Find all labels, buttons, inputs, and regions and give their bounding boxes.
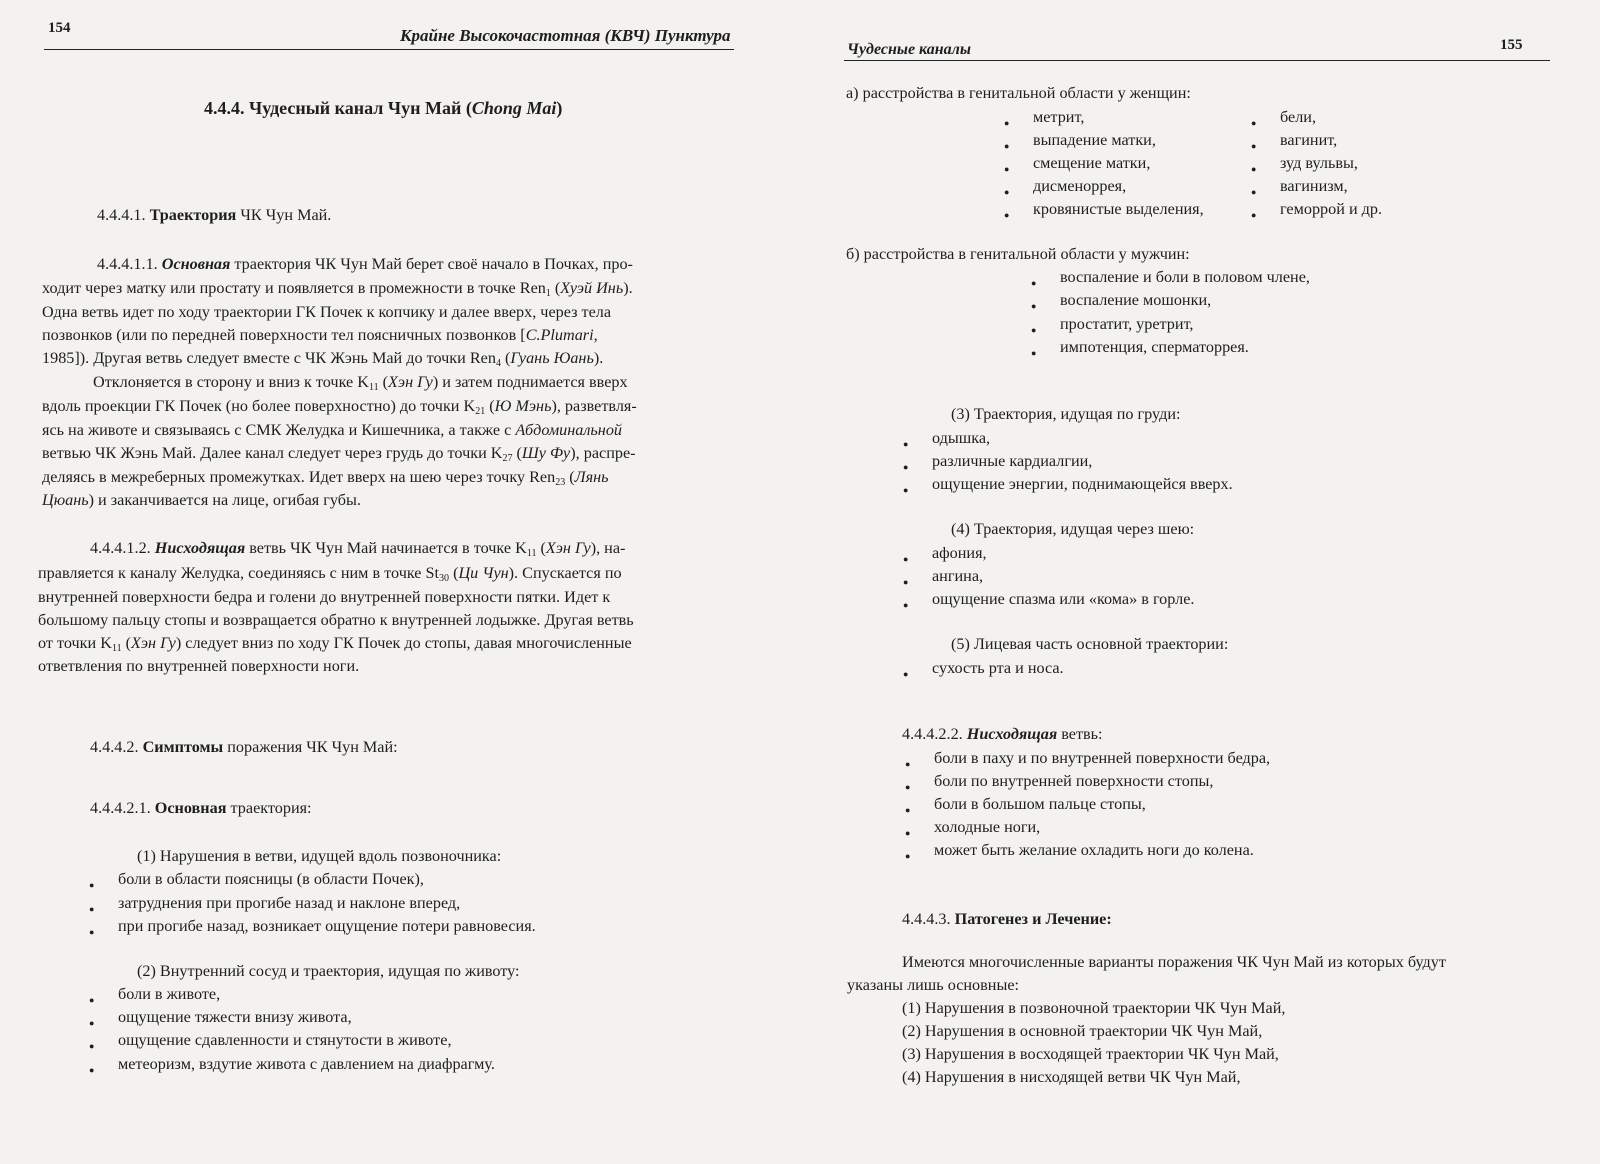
list-item: ● кровянистые выделения, (1033, 197, 1204, 221)
list-item: ● одышка, (932, 426, 990, 450)
list-item: ● дисменоррея, (1033, 174, 1126, 198)
list-heading: (1) Нарушения в ветви, идущей вдоль позвоночника: (137, 847, 502, 865)
paragraph-line: вдоль проекции ГК Почек (но более поверхностно) до точки $K_{21}$ (Ю Мэнь), разветвля- (42, 397, 637, 417)
paragraph-line: Отклоняется в сторону и вниз к точке $K_{11}$ (Хэн Гу) и затем поднимается вверх (93, 373, 628, 393)
list-item: ● выпадение матки, (1033, 128, 1156, 152)
list-item: ● простатит, уретрит, (1060, 312, 1193, 336)
paragraph-line: внутренней поверхности бедра и голени до внутренней поверхности пятки. Идет к (38, 588, 611, 606)
list-item: ● вагинизм, (1280, 174, 1348, 198)
section-heading-symptoms: 4.4.4.2. Симптомы поражения ЧК Чун Май: (90, 738, 398, 756)
list-item: (1) Нарушения в позвоночной траектории ЧК Чун Май, (902, 999, 1286, 1017)
paragraph-line: 4.4.4.1.2. Нисходящая ветвь ЧК Чун Май начинается в точке $K_{11}$ (Хэн Гу), на- (90, 539, 626, 559)
paragraph-line: Имеются многочисленные варианты поражения ЧК Чун Май из которых будут (902, 953, 1446, 971)
list-heading: (5) Лицевая часть основной траектории: (951, 635, 1229, 653)
list-item: ● воспаление мошонки, (1060, 288, 1211, 312)
list-item: ● ощущение тяжести внизу живота, (118, 1005, 352, 1029)
list-item: ● боли по внутренней поверхности стопы, (934, 769, 1213, 793)
running-header: Крайне Высокочастотная (КВЧ) Пунктура (400, 26, 731, 45)
list-item: ● боли в животе, (118, 982, 220, 1006)
paragraph-line: указаны лишь основные: (847, 976, 1020, 994)
list-item: ● ощущение спазма или «кома» в горле. (932, 587, 1194, 611)
list-item: ● метрит, (1033, 105, 1084, 129)
list-item: ● метеоризм, вздутие живота с давлением на диафрагму. (118, 1052, 495, 1076)
paragraph-line: правляется к каналу Желудка, соединяясь с ним в точке $St_{30}$ (Ци Чун). Спускается по (38, 564, 622, 584)
paragraph-line: позвонков (или по передней поверхности тел поясничных позвонков [C.Plumari, (42, 326, 598, 344)
section-heading-trajectory: 4.4.4.1. Траектория ЧК Чун Май. (97, 206, 332, 224)
list-item: ● вагинит, (1280, 128, 1337, 152)
list-item: ● сухость рта и носа. (932, 656, 1064, 680)
list-heading: б) расстройства в генитальной области у мужчин: (846, 245, 1190, 263)
subsection-heading-descending: 4.4.4.2.2. Нисходящая ветвь: (902, 725, 1103, 743)
header-rule (844, 60, 1550, 61)
list-item: ● ощущение сдавленности и стянутости в животе, (118, 1028, 452, 1052)
left-page (0, 0, 790, 1164)
list-item: ● бели, (1280, 105, 1316, 129)
section-heading-pathogenesis: 4.4.4.3. Патогенез и Лечение: (902, 910, 1112, 928)
list-item: ● воспаление и боли в половом члене, (1060, 265, 1310, 289)
list-item: ● импотенция, сперматоррея. (1060, 335, 1249, 359)
list-heading: (4) Траектория, идущая через шею: (951, 520, 1195, 538)
list-item: ● геморрой и др. (1280, 197, 1382, 221)
list-item: ● боли в паху и по внутренней поверхности бедра, (934, 746, 1270, 770)
list-item: ● различные кардиалгии, (932, 449, 1092, 473)
list-item: (4) Нарушения в нисходящей ветви ЧК Чун Май, (902, 1068, 1241, 1086)
paragraph-line: ясь на животе и связываясь с СМК Желудка и Кишечника, а также с Абдоминальной (42, 421, 623, 439)
paragraph-line: ветвью ЧК Жэнь Май. Далее канал следует через грудь до точки $K_{27}$ (Шу Фу), распре- (42, 444, 636, 464)
paragraph-line: ответвления по внутренней поверхности ноги. (38, 657, 360, 675)
page-number: 155 (1500, 37, 1523, 53)
paragraph-line: Цюань) и заканчивается на лице, огибая губы. (42, 491, 361, 509)
list-heading: (2) Внутренний сосуд и траектория, идущая по животу: (137, 962, 520, 980)
paragraph-line: большому пальцу стопы и возвращается обратно к внутренней лодыжке. Другая ветвь (38, 611, 634, 629)
list-item: (2) Нарушения в основной траектории ЧК Чун Май, (902, 1022, 1263, 1040)
list-item: ● при прогибе назад, возникает ощущение потери равновесия. (118, 914, 536, 938)
paragraph-line: деляясь в межреберных промежутках. Идет вверх на шею через точку Ren$_{23}$ (Лянь (42, 468, 609, 488)
paragraph-line: 1985]). Другая ветвь следует вместе с ЧК Жэнь Май до точки Ren$_4$ (Гуань Юань). (42, 349, 604, 369)
list-item: ● афония, (932, 541, 987, 565)
page-number: 154 (48, 20, 71, 36)
chapter-title: 4.4.4. Чудесный канал Чун Май (Chong Mai) (204, 98, 563, 118)
list-item: ● холодные ноги, (934, 815, 1040, 839)
list-item: ● боли в области поясницы (в области Почек), (118, 867, 424, 891)
list-item: ● ощущение энергии, поднимающейся вверх. (932, 472, 1233, 496)
paragraph-line: 4.4.4.1.1. Основная траектория ЧК Чун Май берет своё начало в Почках, про- (97, 255, 633, 273)
list-item: ● боли в большом пальце стопы, (934, 792, 1146, 816)
list-item: ● может быть желание охладить ноги до колена. (934, 838, 1254, 862)
paragraph-line: ходит через матку или простату и появляется в промежности в точке Ren$_1$ (Хуэй Инь). (42, 279, 633, 299)
subsection-heading-main: 4.4.4.2.1. Основная траектория: (90, 799, 312, 817)
list-heading: а) расстройства в генитальной области у женщин: (846, 84, 1191, 102)
list-heading: (3) Траектория, идущая по груди: (951, 405, 1181, 423)
paragraph-line: от точки $K_{11}$ (Хэн Гу) следует вниз по ходу ГК Почек до стопы, давая многочисленные (38, 634, 632, 654)
list-item: (3) Нарушения в восходящей траектории ЧК Чун Май, (902, 1045, 1279, 1063)
list-item: ● ангина, (932, 564, 983, 588)
list-item: ● затруднения при прогибе назад и наклоне вперед, (118, 891, 460, 915)
running-header: Чудесные каналы (847, 41, 971, 58)
paragraph-line: Одна ветвь идет по ходу траектории ГК Почек к копчику и далее вверх, через тела (42, 303, 612, 321)
right-page (820, 0, 1600, 1164)
list-item: ● смещение матки, (1033, 151, 1150, 175)
header-rule (44, 49, 734, 50)
list-item: ● зуд вульвы, (1280, 151, 1358, 175)
